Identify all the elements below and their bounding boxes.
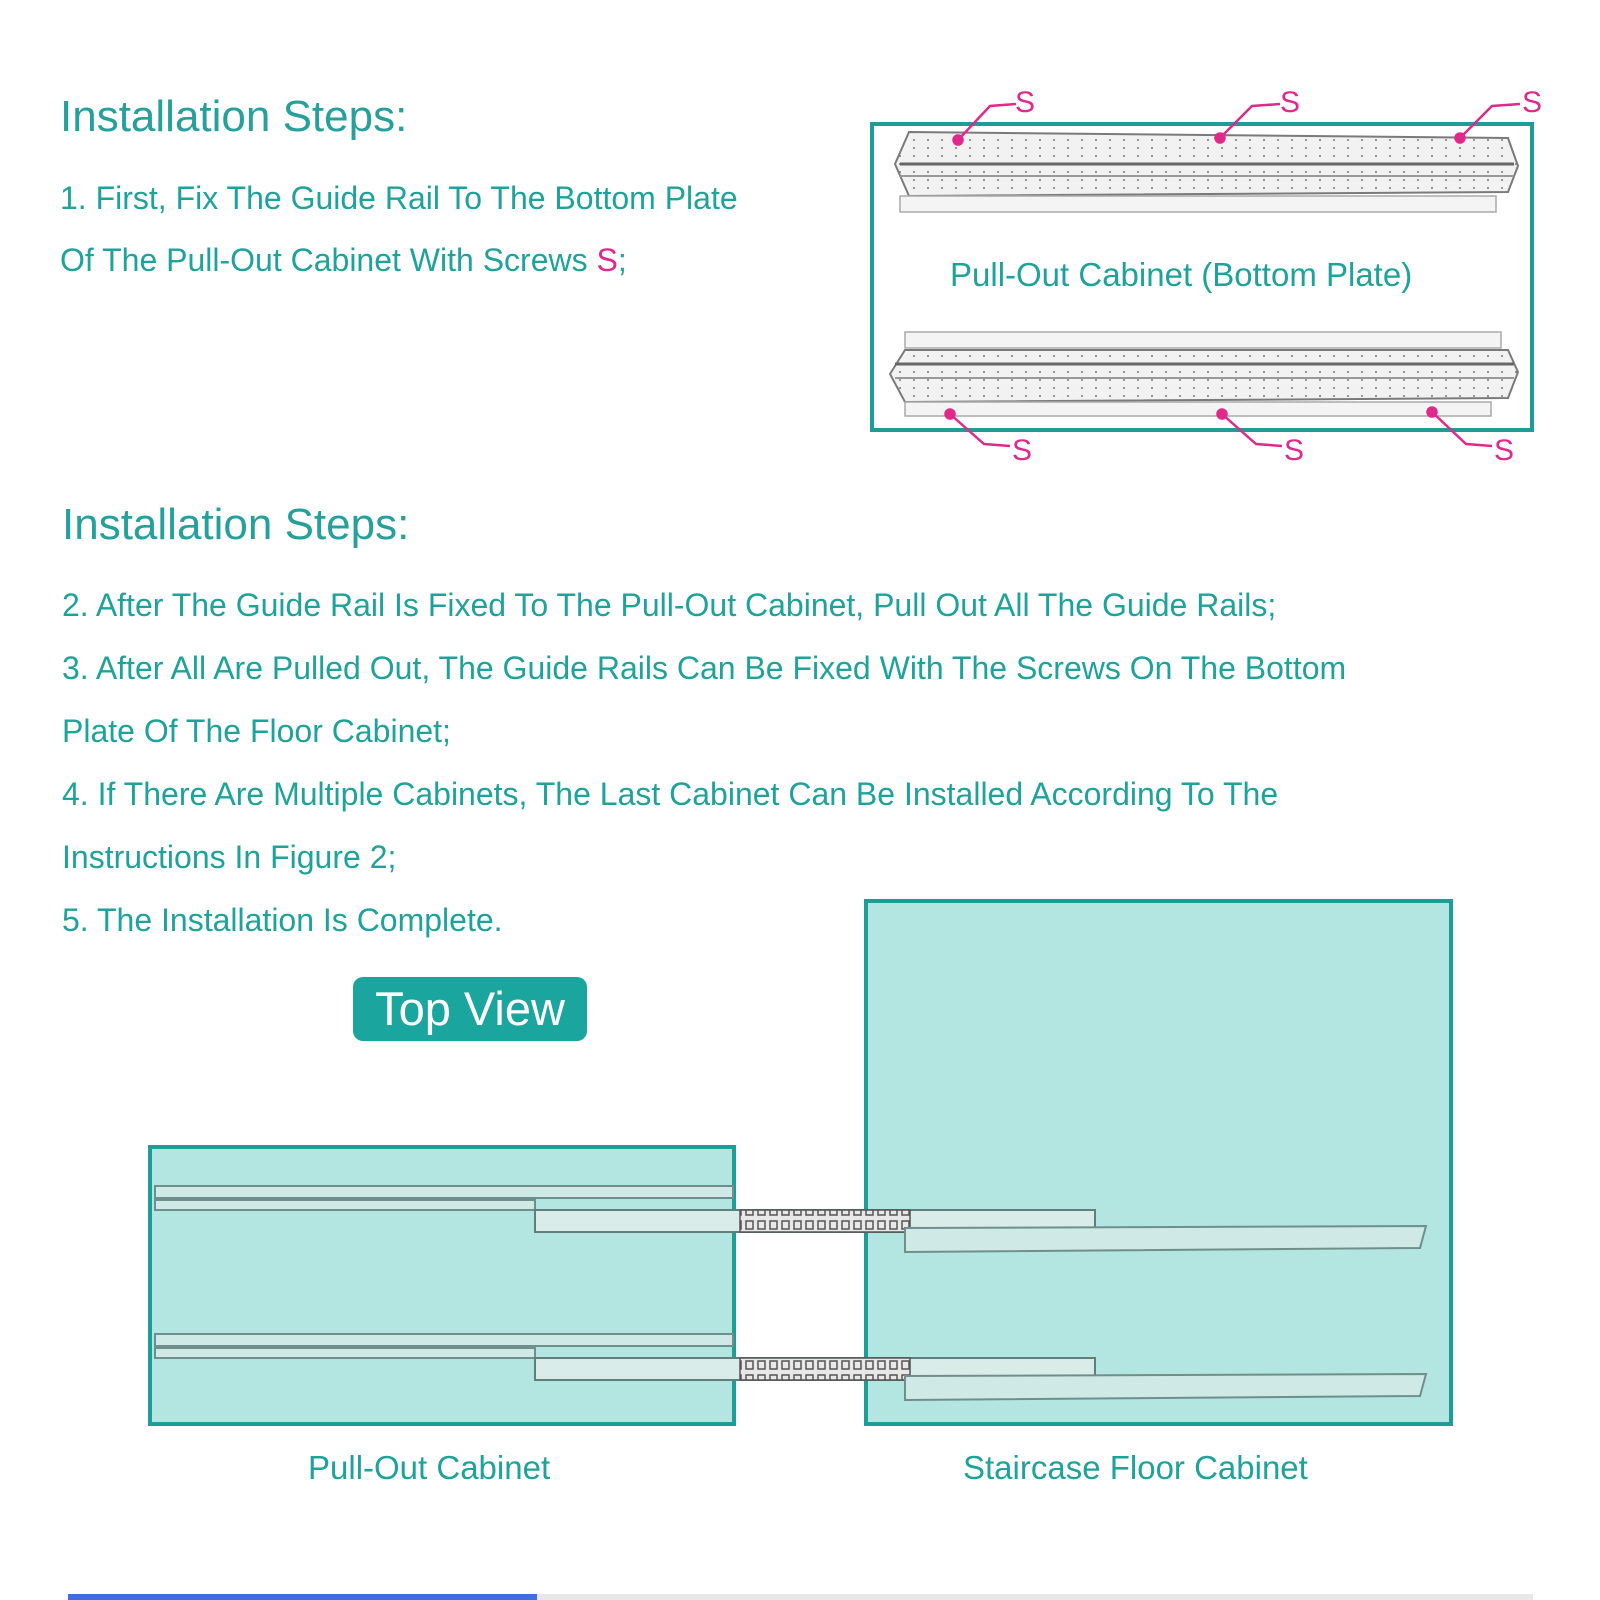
section2-heading: Installation Steps: xyxy=(62,500,410,549)
section1-heading: Installation Steps: xyxy=(60,92,408,141)
top-view-badge: Top View xyxy=(353,977,587,1041)
screw-label-top-3: S xyxy=(1522,86,1543,119)
step4-line1: 4. If There Are Multiple Cabinets, The Last Cabinet Can Be Installed According To The xyxy=(62,776,1279,812)
screw-letter: S xyxy=(596,242,618,278)
top-view-rail-lower xyxy=(155,1334,1426,1400)
progress-bar-fill xyxy=(68,1594,537,1600)
screw-label-top-1: S xyxy=(1015,86,1036,119)
step3-line2: Plate Of The Floor Cabinet; xyxy=(62,713,451,749)
screw-label-bottom-2: S xyxy=(1284,434,1305,467)
step3-line1: 3. After All Are Pulled Out, The Guide Rails Can Be Fixed With The Screws On The Bottom xyxy=(62,650,1347,686)
step2-line: 2. After The Guide Rail Is Fixed To The Pull-Out Cabinet, Pull Out All The Guide Rails; xyxy=(62,587,1277,623)
screw-label-bottom-1: S xyxy=(1012,434,1033,467)
top-view-rail-upper xyxy=(155,1186,1426,1252)
progress-bar xyxy=(68,1594,1533,1600)
staircase-floor-cabinet-caption: Staircase Floor Cabinet xyxy=(963,1449,1308,1486)
step1-line2-prefix: Of The Pull-Out Cabinet With Screws xyxy=(60,242,597,278)
figure1-caption: Pull-Out Cabinet (Bottom Plate) xyxy=(950,256,1413,293)
step5-line: 5. The Installation Is Complete. xyxy=(62,902,503,938)
step1-line2-suffix: ; xyxy=(617,242,627,278)
screw-label-bottom-3: S xyxy=(1494,434,1515,467)
screw-label-top-2: S xyxy=(1280,86,1301,119)
pull-out-cabinet-caption: Pull-Out Cabinet xyxy=(308,1449,551,1486)
step4-line2: Instructions In Figure 2; xyxy=(62,839,397,875)
step1-line1: 1. First, Fix The Guide Rail To The Bottom Plate xyxy=(60,180,738,216)
